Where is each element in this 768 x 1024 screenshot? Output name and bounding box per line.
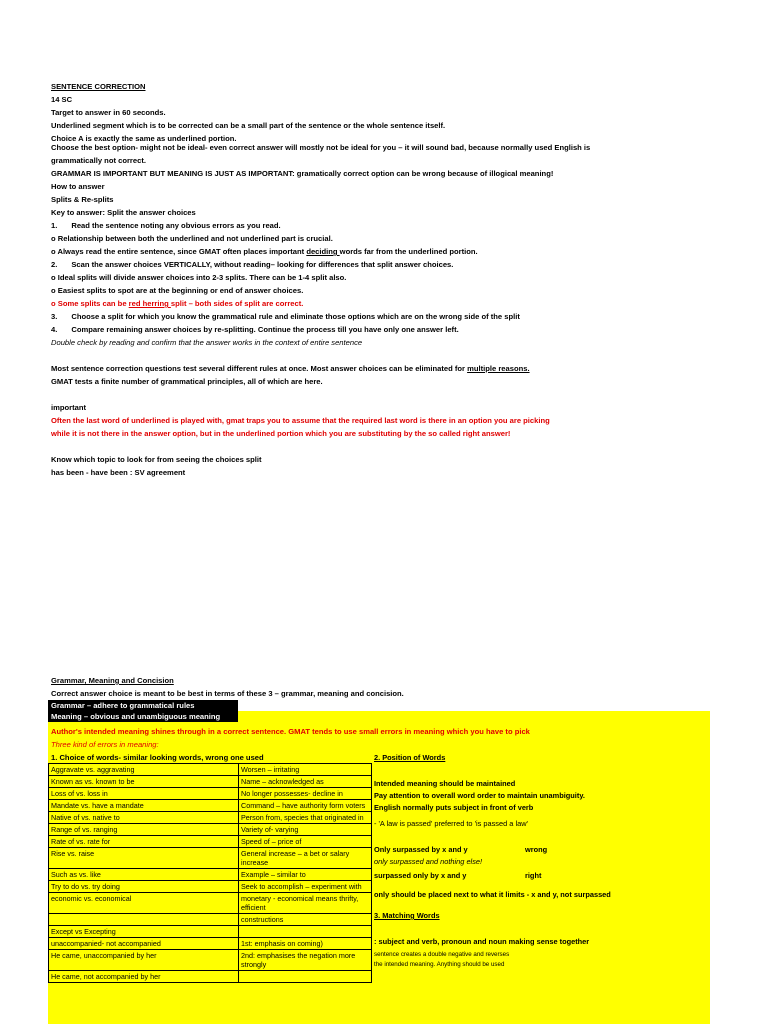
page-title: SENTENCE CORRECTION bbox=[51, 82, 146, 91]
table-row bbox=[49, 893, 372, 914]
step-4: 4. Compare remaining answer choices by re-splitting. Continue the process till you have only one answer left. bbox=[51, 325, 459, 334]
table-cell-term: Aggravate vs. aggravating bbox=[49, 764, 239, 776]
table-cell-term: economic vs. economical bbox=[49, 893, 239, 914]
table-row bbox=[49, 950, 372, 971]
table-row bbox=[49, 926, 372, 938]
table-cell-term: He came, not accompanied by her bbox=[49, 971, 239, 983]
text-line: Choose the best option- might not be ideal- even correct answer will mostly not be ideal for you – it will sound bad, because normally used English is bbox=[51, 143, 591, 152]
text-line: Underlined segment which is to be corrected can be a small part of the sentence or the whole sentence itself. bbox=[51, 121, 446, 130]
black-bar-grammar: Grammar – adhere to grammatical rules bbox=[48, 700, 238, 711]
right-line: right bbox=[525, 871, 542, 880]
table-cell-term: Rate of vs. rate for bbox=[49, 836, 239, 848]
black-bar-meaning: Meaning – obvious and unambiguous meaning bbox=[48, 711, 238, 722]
table-cell-meaning bbox=[239, 926, 372, 938]
text-line: Most sentence correction questions test several different rules at once. Most answer choices can be eliminated for multiple reasons. bbox=[51, 364, 530, 373]
right-line: English normally puts subject in front of verb bbox=[374, 803, 534, 812]
table-row bbox=[49, 812, 372, 824]
right-line: wrong bbox=[525, 845, 548, 854]
table-cell-meaning: Worsen – irritating bbox=[239, 764, 372, 776]
table-cell-term: Mandate vs. have a mandate bbox=[49, 800, 239, 812]
table-cell-meaning: 1st: emphasis on coming) bbox=[239, 938, 372, 950]
table-row bbox=[49, 914, 372, 926]
text-line: 14 SC bbox=[51, 95, 73, 104]
table-cell-term: Loss of vs. loss in bbox=[49, 788, 239, 800]
right-line: only should be placed next to what it limits - x and y, not surpassed bbox=[374, 890, 611, 899]
word-choice-table bbox=[48, 763, 372, 983]
text-line: grammatically not correct. bbox=[51, 156, 146, 165]
table-cell-meaning bbox=[239, 971, 372, 983]
table-cell-meaning: Speed of – price of bbox=[239, 836, 372, 848]
table-row bbox=[49, 848, 372, 869]
table-row bbox=[49, 971, 372, 983]
table-row bbox=[49, 788, 372, 800]
right-title: 3. Matching Words bbox=[374, 911, 440, 920]
table-cell-term: Native of vs. native to bbox=[49, 812, 239, 824]
right-line: Intended meaning should be maintained bbox=[374, 779, 516, 788]
right-line: sentence creates a double negative and reverses bbox=[374, 951, 510, 958]
text-line: GRAMMAR IS IMPORTANT BUT MEANING IS JUST AS IMPORTANT: gramatically correct option can be wrong because of illogical meaning! bbox=[51, 169, 554, 178]
bullet: o Easiest splits to spot are at the beginning or end of answer choices. bbox=[51, 286, 304, 295]
table-cell-term bbox=[49, 914, 239, 926]
table-row bbox=[49, 776, 372, 788]
text-line: How to answer bbox=[51, 182, 105, 191]
bullet-red: o Some splits can be red herring split – both sides of split are correct. bbox=[51, 299, 304, 308]
table-cell-term: He came, unaccompanied by her bbox=[49, 950, 239, 971]
text-line: Key to answer: Split the answer choices bbox=[51, 208, 196, 217]
table-row bbox=[49, 824, 372, 836]
table-cell-term: Try to do vs. try doing bbox=[49, 881, 239, 893]
table-cell-term: Known as vs. known to be bbox=[49, 776, 239, 788]
italic-note: Double check by reading and confirm that the answer works in the context of entire sentence bbox=[51, 338, 363, 347]
right-line: Only surpassed by x and y bbox=[374, 845, 468, 854]
right-line: : subject and verb, pronoun and noun making sense together bbox=[374, 937, 590, 946]
table-cell-meaning: Example – similar to bbox=[239, 869, 372, 881]
right-line: surpassed only by x and y bbox=[374, 871, 467, 880]
red-note: while it is not there in the answer option, but in the underlined portion which you are substituting by the so called right answer! bbox=[51, 429, 511, 438]
table-row bbox=[49, 938, 372, 950]
text-line: GMAT tests a finite number of grammatical principles, all of which are here. bbox=[51, 377, 323, 386]
red-note: Often the last word of underlined is played with, gmat traps you to assume that the required last word is there in an option you are picking bbox=[51, 416, 550, 425]
table-cell-meaning: General increase – a bet or salary increase bbox=[239, 848, 372, 869]
right-line: only surpassed and nothing else! bbox=[374, 857, 483, 866]
table-row bbox=[49, 881, 372, 893]
table-row bbox=[49, 869, 372, 881]
table-cell-meaning: Seek to accomplish – experiment with bbox=[239, 881, 372, 893]
highlight-line: Three kind of errors in meaning: bbox=[51, 740, 159, 749]
step-2: 2. Scan the answer choices VERTICALLY, without reading– looking for differences that split answer choices. bbox=[51, 260, 454, 269]
text-line: Know which topic to look for from seeing the choices split bbox=[51, 455, 262, 464]
table-cell-meaning: monetary - economical means thrifty, efficient bbox=[239, 893, 372, 914]
text-line: Target to answer in 60 seconds. bbox=[51, 108, 166, 117]
text-line: has been - have been : SV agreement bbox=[51, 468, 186, 477]
table-cell-term: Except vs Excepting bbox=[49, 926, 239, 938]
right-title: 2. Position of Words bbox=[374, 753, 446, 762]
right-line: the intended meaning. Anything should be used bbox=[374, 961, 505, 968]
table-cell-term: Such as vs. like bbox=[49, 869, 239, 881]
highlight-line: 1. Choice of words- similar looking words, wrong one used bbox=[51, 753, 264, 762]
table-cell-meaning: 2nd: emphasises the negation more strongly bbox=[239, 950, 372, 971]
table-row bbox=[49, 836, 372, 848]
text-line: Correct answer choice is meant to be best in terms of these 3 – grammar, meaning and concision. bbox=[51, 689, 404, 698]
table-cell-meaning: No longer possesses- decline in bbox=[239, 788, 372, 800]
table-cell-term: Range of vs. ranging bbox=[49, 824, 239, 836]
right-line: Pay attention to overall word order to maintain unambiguity. bbox=[374, 791, 585, 800]
bullet: o Always read the entire sentence, since GMAT often places important deciding words far from the underlined portion. bbox=[51, 247, 478, 256]
table-cell-meaning: constructions bbox=[239, 914, 372, 926]
table-cell-meaning: Name – acknowledged as bbox=[239, 776, 372, 788]
table-cell-term: unaccompanied- not accompanied bbox=[49, 938, 239, 950]
section-title: Grammar, Meaning and Concision bbox=[51, 676, 174, 685]
bullet: o Relationship between both the underlined and not underlined part is crucial. bbox=[51, 234, 333, 243]
highlight-line: Author's intended meaning shines through in a correct sentence. GMAT tends to use small errors in meaning which you have to pick bbox=[51, 727, 530, 736]
step-3: 3. Choose a split for which you know the grammatical rule and eliminate those options which are on the wrong side of the split bbox=[51, 312, 520, 321]
table-cell-meaning: Command – have authority form voters bbox=[239, 800, 372, 812]
table-cell-meaning: Variety of- varying bbox=[239, 824, 372, 836]
step-1: 1. Read the sentence noting any obvious errors as you read. bbox=[51, 221, 281, 230]
table-row bbox=[49, 764, 372, 776]
text-line: Choice A is exactly the same as underlined portion. bbox=[51, 134, 237, 143]
right-line: - 'A law is passed' preferred to 'is passed a law' bbox=[374, 819, 528, 828]
bullet: o Ideal splits will divide answer choices into 2-3 splits. There can be 1-4 split also. bbox=[51, 273, 347, 282]
table-cell-meaning: Person from, species that originated in bbox=[239, 812, 372, 824]
text-line: important bbox=[51, 403, 87, 412]
table-cell-term: Rise vs. raise bbox=[49, 848, 239, 869]
text-line: Splits & Re-splits bbox=[51, 195, 114, 204]
table-row bbox=[49, 800, 372, 812]
